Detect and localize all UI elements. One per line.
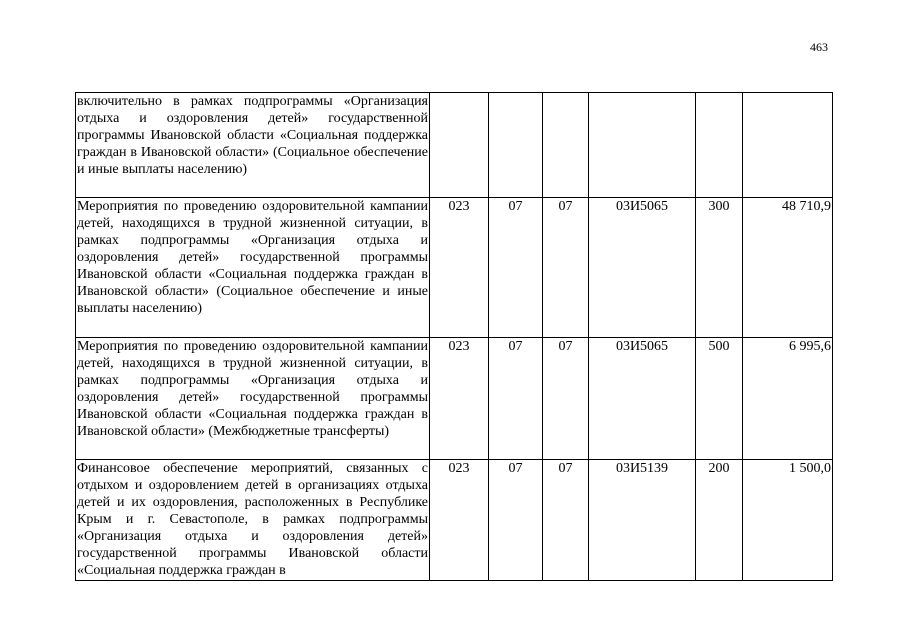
table-row <box>76 460 833 581</box>
row-code <box>430 93 489 198</box>
row-target: 03И5065 <box>589 338 696 460</box>
row-code: 023 <box>430 198 489 338</box>
table-row <box>76 93 833 198</box>
row-subsection: 07 <box>543 338 589 460</box>
table-row <box>76 338 833 460</box>
row-amount: 1 500,0 <box>743 460 833 581</box>
row-subsection <box>543 93 589 198</box>
row-expense-type: 200 <box>696 460 743 581</box>
row-target: 03И5139 <box>589 460 696 581</box>
row-expense-type: 300 <box>696 198 743 338</box>
table-row <box>76 198 833 338</box>
row-description: Мероприятия по проведению оздоровительной кампании детей, находящихся в трудной жизненной ситуации, в рамках подпрограммы «Организация отдыха и оздоровления детей» государственной программы Ивановской области «Социальная поддержка граждан в Ивановской области» (Социальное обеспечение и иные выплаты населению) <box>76 198 430 338</box>
row-section <box>489 93 543 198</box>
row-target: 03И5065 <box>589 198 696 338</box>
row-code: 023 <box>430 338 489 460</box>
row-section: 07 <box>489 198 543 338</box>
row-amount: 6 995,6 <box>743 338 833 460</box>
row-subsection: 07 <box>543 460 589 581</box>
row-section: 07 <box>489 338 543 460</box>
row-code: 023 <box>430 460 489 581</box>
budget-table <box>75 92 833 581</box>
row-subsection: 07 <box>543 198 589 338</box>
row-section: 07 <box>489 460 543 581</box>
row-expense-type: 500 <box>696 338 743 460</box>
row-description: включительно в рамках подпрограммы «Организация отдыха и оздоровления детей» государственной программы Ивановской области «Социальная поддержка граждан в Ивановской области» (Социальное обеспечение и иные выплаты населению) <box>76 93 430 198</box>
page-number: 463 <box>810 40 828 54</box>
row-target <box>589 93 696 198</box>
row-expense-type <box>696 93 743 198</box>
row-amount <box>743 93 833 198</box>
row-description: Мероприятия по проведению оздоровительной кампании детей, находящихся в трудной жизненной ситуации, в рамках подпрограммы «Организация отдыха и оздоровления детей» государственной программы Ивановской области «Социальная поддержка граждан в Ивановской области» (Межбюджетные трансферты) <box>76 338 430 460</box>
row-description: Финансовое обеспечение мероприятий, связанных с отдыхом и оздоровлением детей в организациях отдыха детей и их оздоровления, расположенных в Республике Крым и г. Севастополе, в рамках подпрограммы «Организация отдыха и оздоровления детей» государственной программы Ивановской области «Социальная поддержка граждан в <box>76 460 430 581</box>
row-amount: 48 710,9 <box>743 198 833 338</box>
